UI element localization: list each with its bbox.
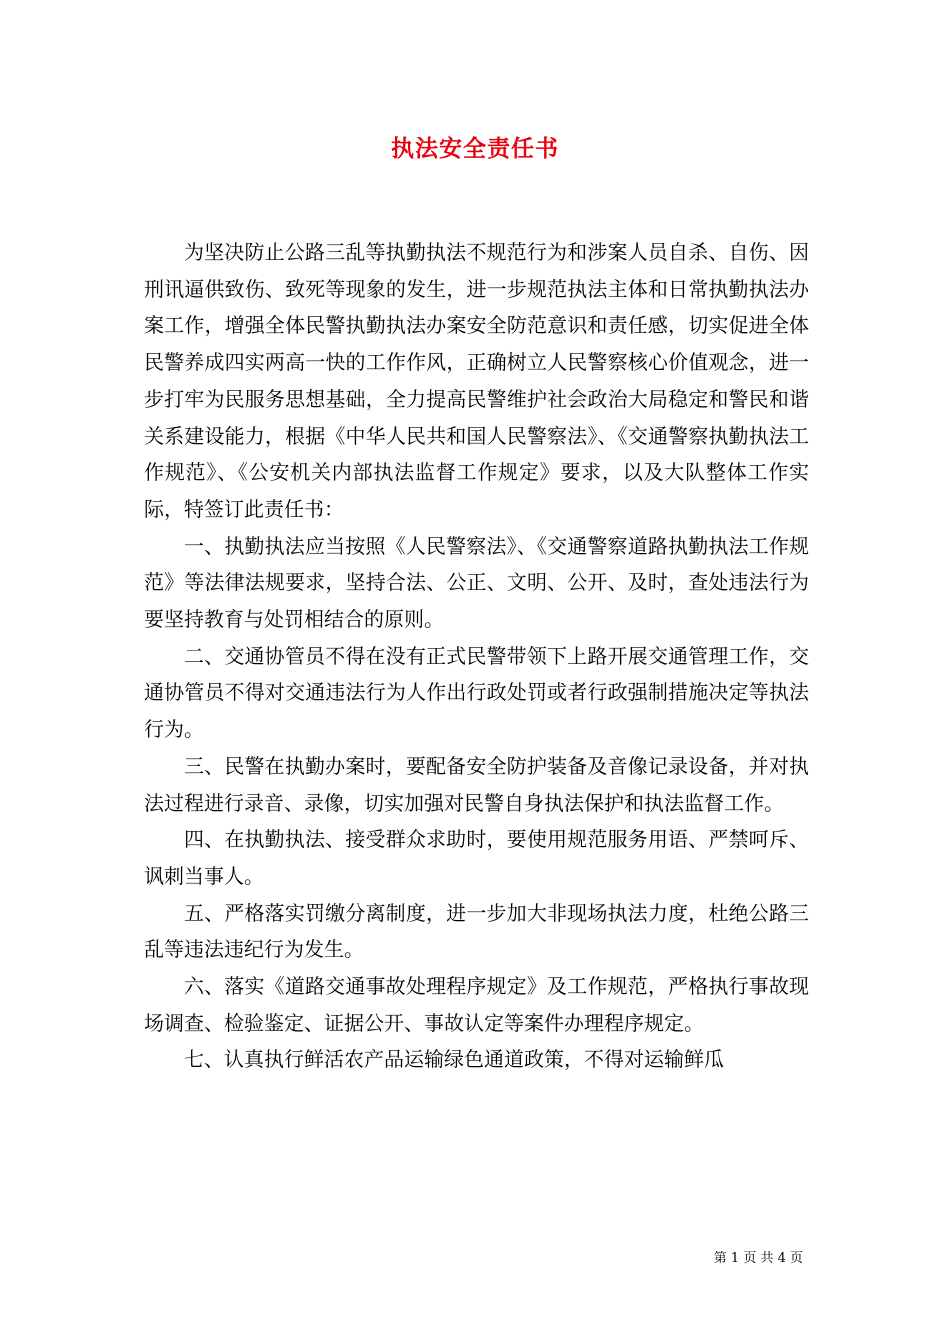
paragraph-clause-1: 一、执勤执法应当按照《人民警察法》、《交通警察道路执勤执法工作规范》等法律法规要求，坚持合法、公正、文明、公开、及时，查处违法行为要坚持教育与处罚相结合的原则。 bbox=[144, 533, 809, 632]
paragraph-clause-6: 六、落实《道路交通事故处理程序规定》及工作规范，严格执行事故现场调查、检验鉴定、证据公开、事故认定等案件办理程序规定。 bbox=[144, 974, 809, 1035]
paragraph-clause-3: 三、民警在执勤办案时，要配备安全防护装备及音像记录设备，并对执法过程进行录音、录像，切实加强对民警自身执法保护和执法监督工作。 bbox=[144, 753, 809, 815]
paragraph-clause-2: 二、交通协管员不得在没有正式民警带领下上路开展交通管理工作，交通协管员不得对交通违法行为人作出行政处罚或者行政强制措施决定等执法行为。 bbox=[144, 643, 809, 742]
paragraph-clause-5: 五、严格落实罚缴分离制度，进一步加大非现场执法力度，杜绝公路三乱等违法违纪行为发生。 bbox=[144, 900, 809, 962]
paragraph-clause-4: 四、在执勤执法、接受群众求助时，要使用规范服务用语、严禁呵斥、讽刺当事人。 bbox=[144, 827, 809, 888]
paragraph-intro: 为坚决防止公路三乱等执勤执法不规范行为和涉案人员自杀、自伤、因刑讯逼供致伤、致死等现象的发生，进一步规范执法主体和日常执勤执法办案工作，增强全体民警执勤执法办案安全防范意识和责任感，切实促进全体民警养成四实两高一快的工作作风，正确树立人民警察核心价值观念，进一步打牢为民服务思想基础，全力提高民警维护社会政治大局稳定和警民和谐关系建设能力，根据《中华人民共和国人民警察法》、《交通警察执勤执法工作规范》、《公安机关内部执法监督工作规定》要求，以及大队整体工作实际，特签订此责任书： bbox=[144, 240, 809, 521]
paragraph-clause-7: 七、认真执行鲜活农产品运输绿色通道政策，不得对运输鲜瓜 bbox=[184, 1047, 724, 1072]
document-body bbox=[144, 234, 809, 1078]
page-number-footer: 第 1 页 共 4 页 bbox=[713, 1251, 803, 1266]
document-title: 执法安全责任书 bbox=[391, 135, 559, 162]
